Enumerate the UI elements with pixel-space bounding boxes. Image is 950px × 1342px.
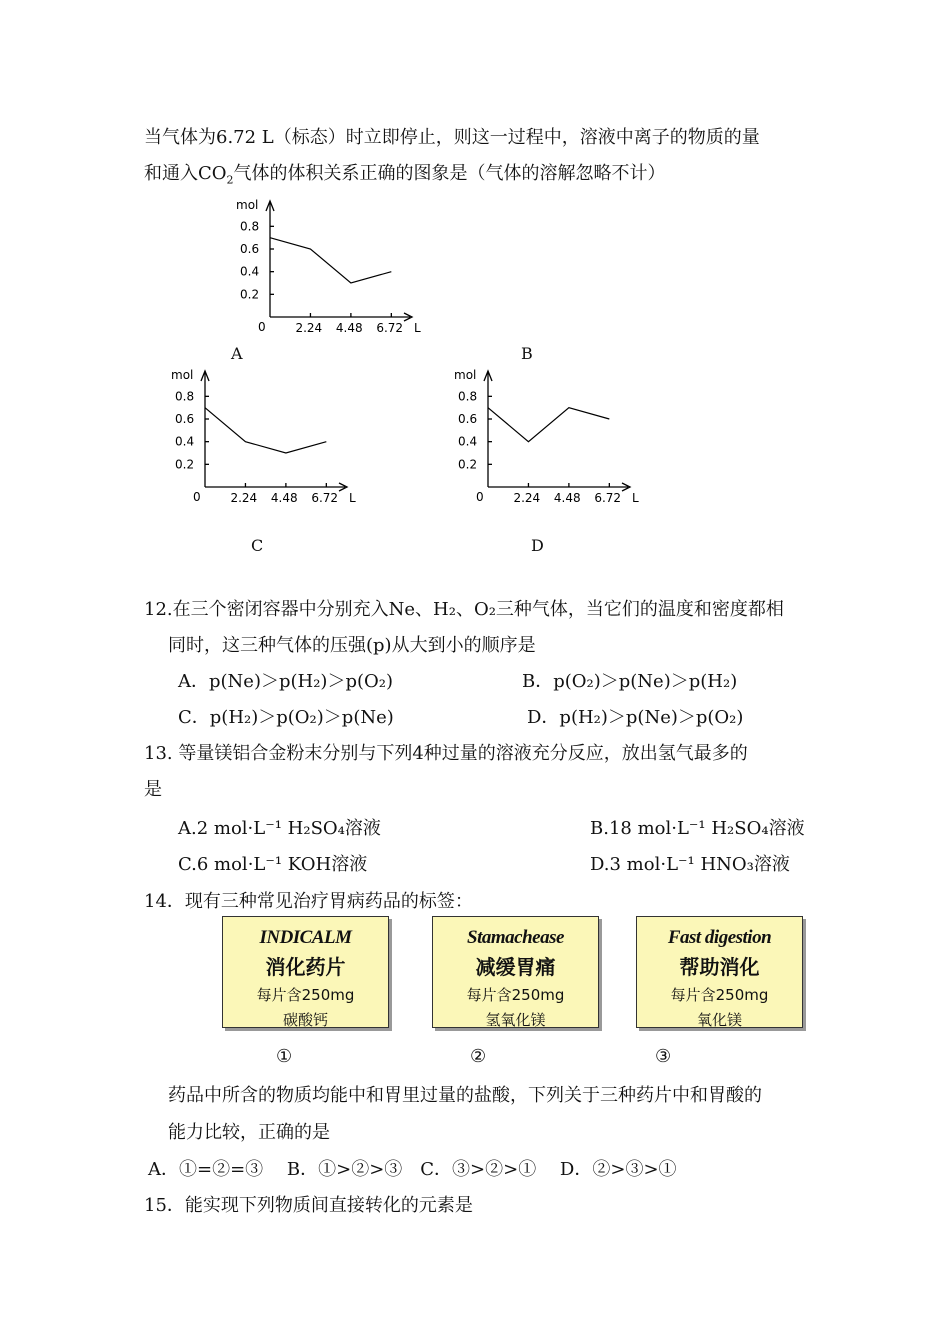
chart-d-svg [448, 365, 638, 515]
chart-a-series-line [270, 238, 391, 283]
q12-option-c: C．p(H₂)＞p(O₂)＞p(Ne) [178, 707, 394, 728]
chart-a-x-tick-label-0: 2.24 [295, 321, 323, 335]
drug-label-2-dose: 每片含250mg [466, 986, 565, 1004]
q14-options: A．①=②=③ B．①>②>③ C．③>②>① D．②>③>① [148, 1159, 677, 1180]
q12-option-a: A．p(Ne)＞p(H₂)＞p(O₂) [178, 671, 393, 692]
q14-stem: 14．现有三种常见治疗胃病药品的标签： [144, 891, 473, 912]
drug-label-1-ingredient: 碳酸钙 [282, 1011, 328, 1029]
chart-c-x-tick-label-2: 6.72 [311, 491, 339, 505]
chart-a-y-unit: mol [236, 198, 259, 212]
drug-label-3-english: Fast digestion [667, 927, 772, 948]
chart-c-y-tick-label-0: 0.2 [175, 457, 195, 472]
chart-a-x-unit: L [414, 321, 421, 335]
q13-line1: 13. 等量镁铝合金粉末分别与下列4种过量的溶液充分反应，放出氢气最多的 [144, 743, 748, 764]
drug-label-3-ingredient: 氧化镁 [696, 1011, 742, 1029]
q14-line2: 能力比较，正确的是 [168, 1122, 330, 1143]
drug-label-1 [222, 916, 389, 1028]
drug-label-2-ingredient: 氢氧化镁 [485, 1011, 546, 1029]
q12-line2: 同时，这三种气体的压强(p)从大到小的顺序是 [168, 635, 536, 656]
q13-option-d: D.3 mol·L⁻¹ HNO₃溶液 [590, 854, 790, 875]
chart-letter-d: D [531, 536, 544, 555]
chart-d [448, 365, 638, 519]
chart-letter-b: B [521, 344, 533, 363]
drug-label-2 [432, 916, 599, 1028]
chart-c-svg [165, 365, 355, 515]
drug-label-2-chinese: 减缓胃痛 [475, 955, 556, 979]
chart-d-series-line [488, 408, 609, 442]
q11-line2-post: 气体的体积关系正确的图象是（气体的溶解忽略不计） [233, 163, 666, 184]
drug-label-3-dose: 每片含250mg [670, 986, 769, 1004]
chart-c-x-unit: L [349, 491, 356, 505]
q13-line2: 是 [144, 779, 162, 800]
chart-d-y-tick-label-0: 0.2 [458, 457, 478, 472]
chart-c-y-unit: mol [171, 368, 194, 382]
chart-c-y-tick-label-1: 0.4 [175, 434, 195, 449]
chart-c-series-line [205, 408, 326, 453]
chart-d-y-tick-label-2: 0.6 [458, 412, 478, 426]
q13-option-b: B.18 mol·L⁻¹ H₂SO₄溶液 [590, 818, 805, 839]
chart-c-y-tick-label-3: 0.8 [175, 389, 195, 404]
chart-c-x-tick-label-0: 2.24 [230, 491, 258, 505]
q11-line1: 当气体为6.72 L（标态）时立即停止，则这一过程中，溶液中离子的物质的量 [144, 127, 760, 148]
chart-c-origin: 0 [193, 490, 201, 504]
q14-line1: 药品中所含的物质均能中和胃里过量的盐酸，下列关于三种药片中和胃酸的 [168, 1085, 762, 1106]
chart-a-y-tick-label-3: 0.8 [240, 219, 260, 234]
q15-stem: 15．能实现下列物质间直接转化的元素是 [144, 1195, 473, 1216]
chart-c-x-tick-label-1: 4.48 [270, 491, 298, 505]
drug-label-1-number: ① [276, 1046, 293, 1067]
chart-a-y-tick-label-1: 0.4 [240, 264, 260, 279]
chart-d-x-tick-label-2: 6.72 [594, 491, 622, 505]
q11-line2-pre: 和通入CO [144, 163, 227, 184]
chart-letter-c: C [251, 536, 264, 555]
chart-a-origin: 0 [258, 320, 266, 334]
chart-a-svg [230, 195, 420, 345]
drug-label-1-dose: 每片含250mg [256, 986, 355, 1004]
chart-letter-a: A [231, 344, 243, 363]
q12-option-d: D．p(H₂)＞p(Ne)＞p(O₂) [527, 707, 744, 728]
chart-d-y-tick-label-3: 0.8 [458, 389, 478, 404]
chart-a [230, 195, 420, 349]
drug-label-2-english: Stamachease [467, 927, 564, 948]
drug-label-1-english: INDICALM [259, 927, 352, 948]
chart-d-y-unit: mol [454, 368, 477, 382]
q11-line2-sub: 2 [226, 173, 234, 187]
chart-c [165, 365, 355, 519]
chart-a-y-tick-label-2: 0.6 [240, 242, 260, 256]
q11-line2 [144, 162, 666, 186]
q13-option-a: A.2 mol·L⁻¹ H₂SO₄溶液 [178, 818, 381, 839]
chart-a-x-tick-label-1: 4.48 [335, 321, 363, 335]
q12-line1: 12.在三个密闭容器中分别充入Ne、H₂、O₂三种气体，当它们的温度和密度都相 [144, 599, 784, 620]
drug-label-3-number: ③ [655, 1046, 672, 1067]
drug-label-3 [636, 916, 803, 1028]
chart-d-x-tick-label-0: 2.24 [513, 491, 541, 505]
drug-label-2-number: ② [470, 1046, 487, 1067]
chart-c-y-tick-label-2: 0.6 [175, 412, 195, 426]
chart-d-y-tick-label-1: 0.4 [458, 434, 478, 449]
q13-option-c: C.6 mol·L⁻¹ KOH溶液 [178, 854, 368, 875]
drug-label-1-chinese: 消化药片 [265, 955, 346, 979]
chart-d-origin: 0 [476, 490, 484, 504]
chart-d-x-tick-label-1: 4.48 [553, 491, 581, 505]
q12-option-b: B．p(O₂)＞p(Ne)＞p(H₂) [522, 671, 738, 692]
chart-a-y-tick-label-0: 0.2 [240, 287, 260, 302]
chart-a-x-tick-label-2: 6.72 [376, 321, 404, 335]
chart-d-x-unit: L [632, 491, 639, 505]
drug-label-3-chinese: 帮助消化 [679, 955, 760, 979]
